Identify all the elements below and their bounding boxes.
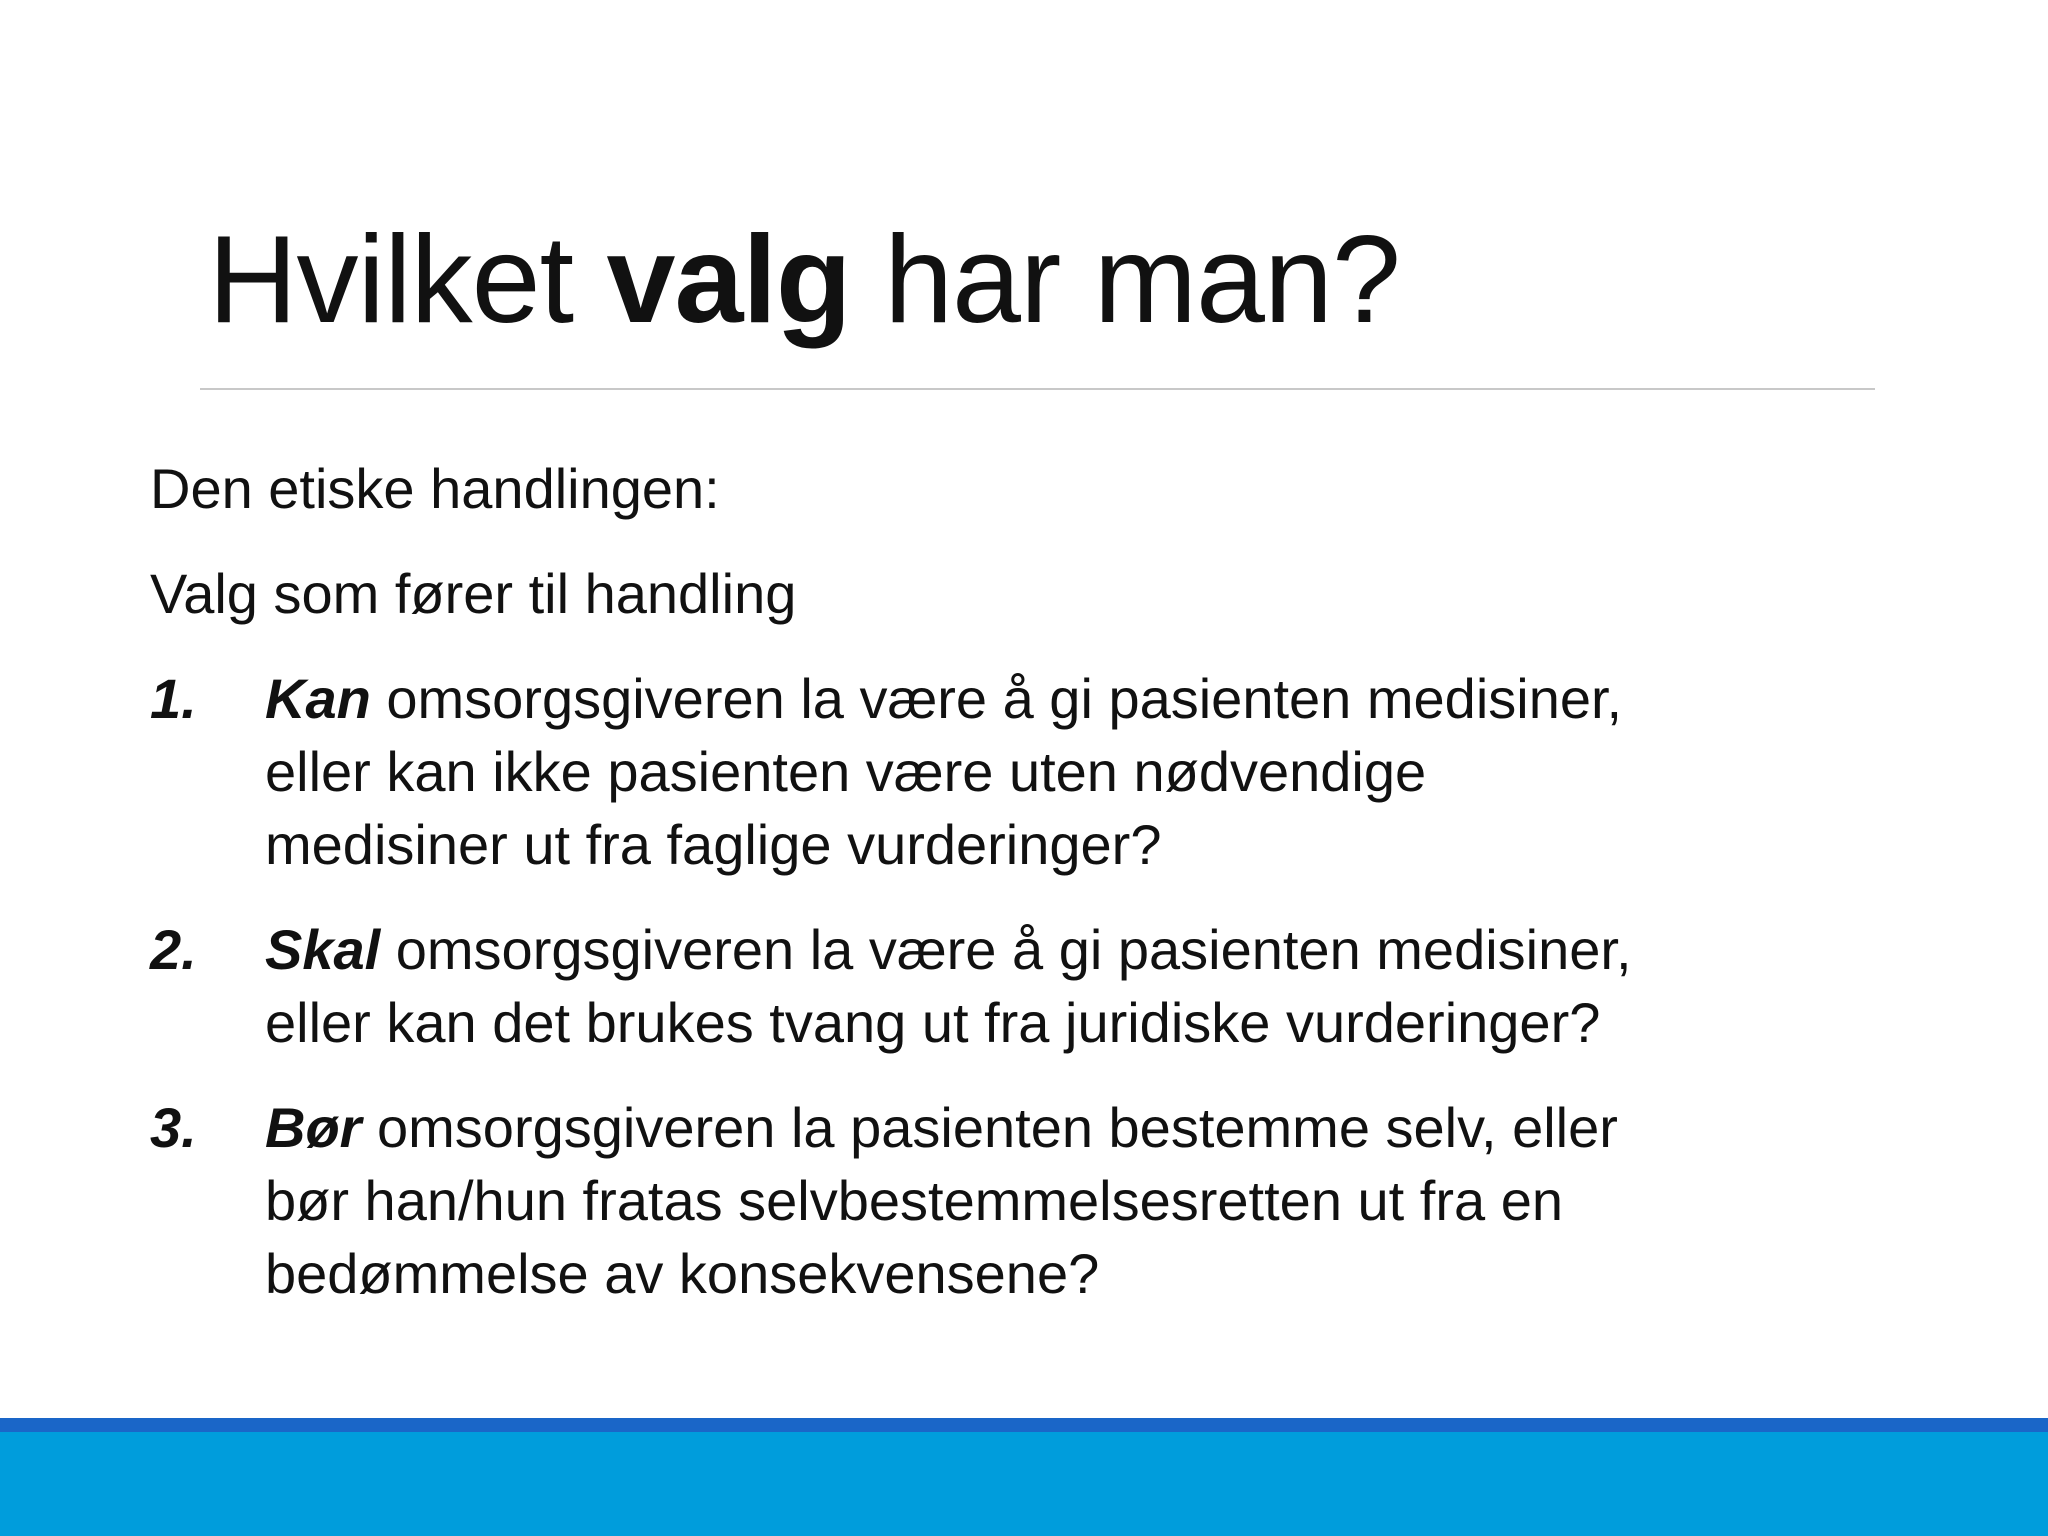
list-line-rest: omsorgsgiveren la pasienten bestemme selv, eller — [361, 1096, 1618, 1159]
title-divider — [200, 388, 1875, 390]
list-number: 3. — [150, 1096, 197, 1159]
slide-body — [150, 452, 1870, 1342]
list-keyword: Kan — [265, 667, 371, 730]
list-number: 1. — [150, 667, 197, 730]
subheading-text: Valg som fører til handling — [150, 562, 797, 625]
list-number: 2. — [150, 918, 197, 981]
list-item-text — [265, 913, 1870, 1059]
intro-text: Den etiske handlingen: — [150, 457, 720, 520]
footer-band-accent — [0, 1418, 2048, 1432]
list-line-rest: omsorgsgiveren la være å gi pasienten medisiner, — [380, 918, 1632, 981]
list-item-text — [265, 1091, 1870, 1310]
slide-title — [208, 211, 1400, 349]
title-text-bold: valg — [606, 211, 851, 349]
list-item-2 — [150, 913, 1870, 1059]
list-item-line: eller kan ikke pasienten være uten nødvendige — [265, 740, 1427, 803]
list-item-line — [265, 662, 1870, 735]
list-keyword: Bør — [265, 1096, 362, 1159]
list-item-line — [265, 1091, 1870, 1164]
list-item-1 — [150, 662, 1870, 881]
list-item-line: medisiner ut fra faglige vurderinger? — [265, 813, 1162, 876]
list-item-text — [265, 662, 1870, 881]
list-item-line: eller kan det brukes tvang ut fra juridiske vurderinger? — [265, 991, 1601, 1054]
list-item-line: bør han/hun fratas selvbestemmelsesretten ut fra en — [265, 1169, 1563, 1232]
title-text-before: Hvilket — [208, 211, 607, 349]
title-text-after: har man? — [850, 211, 1400, 349]
list-item-line: bedømmelse av konsekvensene? — [265, 1242, 1100, 1305]
list-item-3 — [150, 1091, 1870, 1310]
list-keyword: Skal — [265, 918, 381, 981]
list-item-line — [265, 913, 1870, 986]
list-line-rest: omsorgsgiveren la være å gi pasienten medisiner, — [370, 667, 1623, 730]
footer-band — [0, 1432, 2048, 1536]
